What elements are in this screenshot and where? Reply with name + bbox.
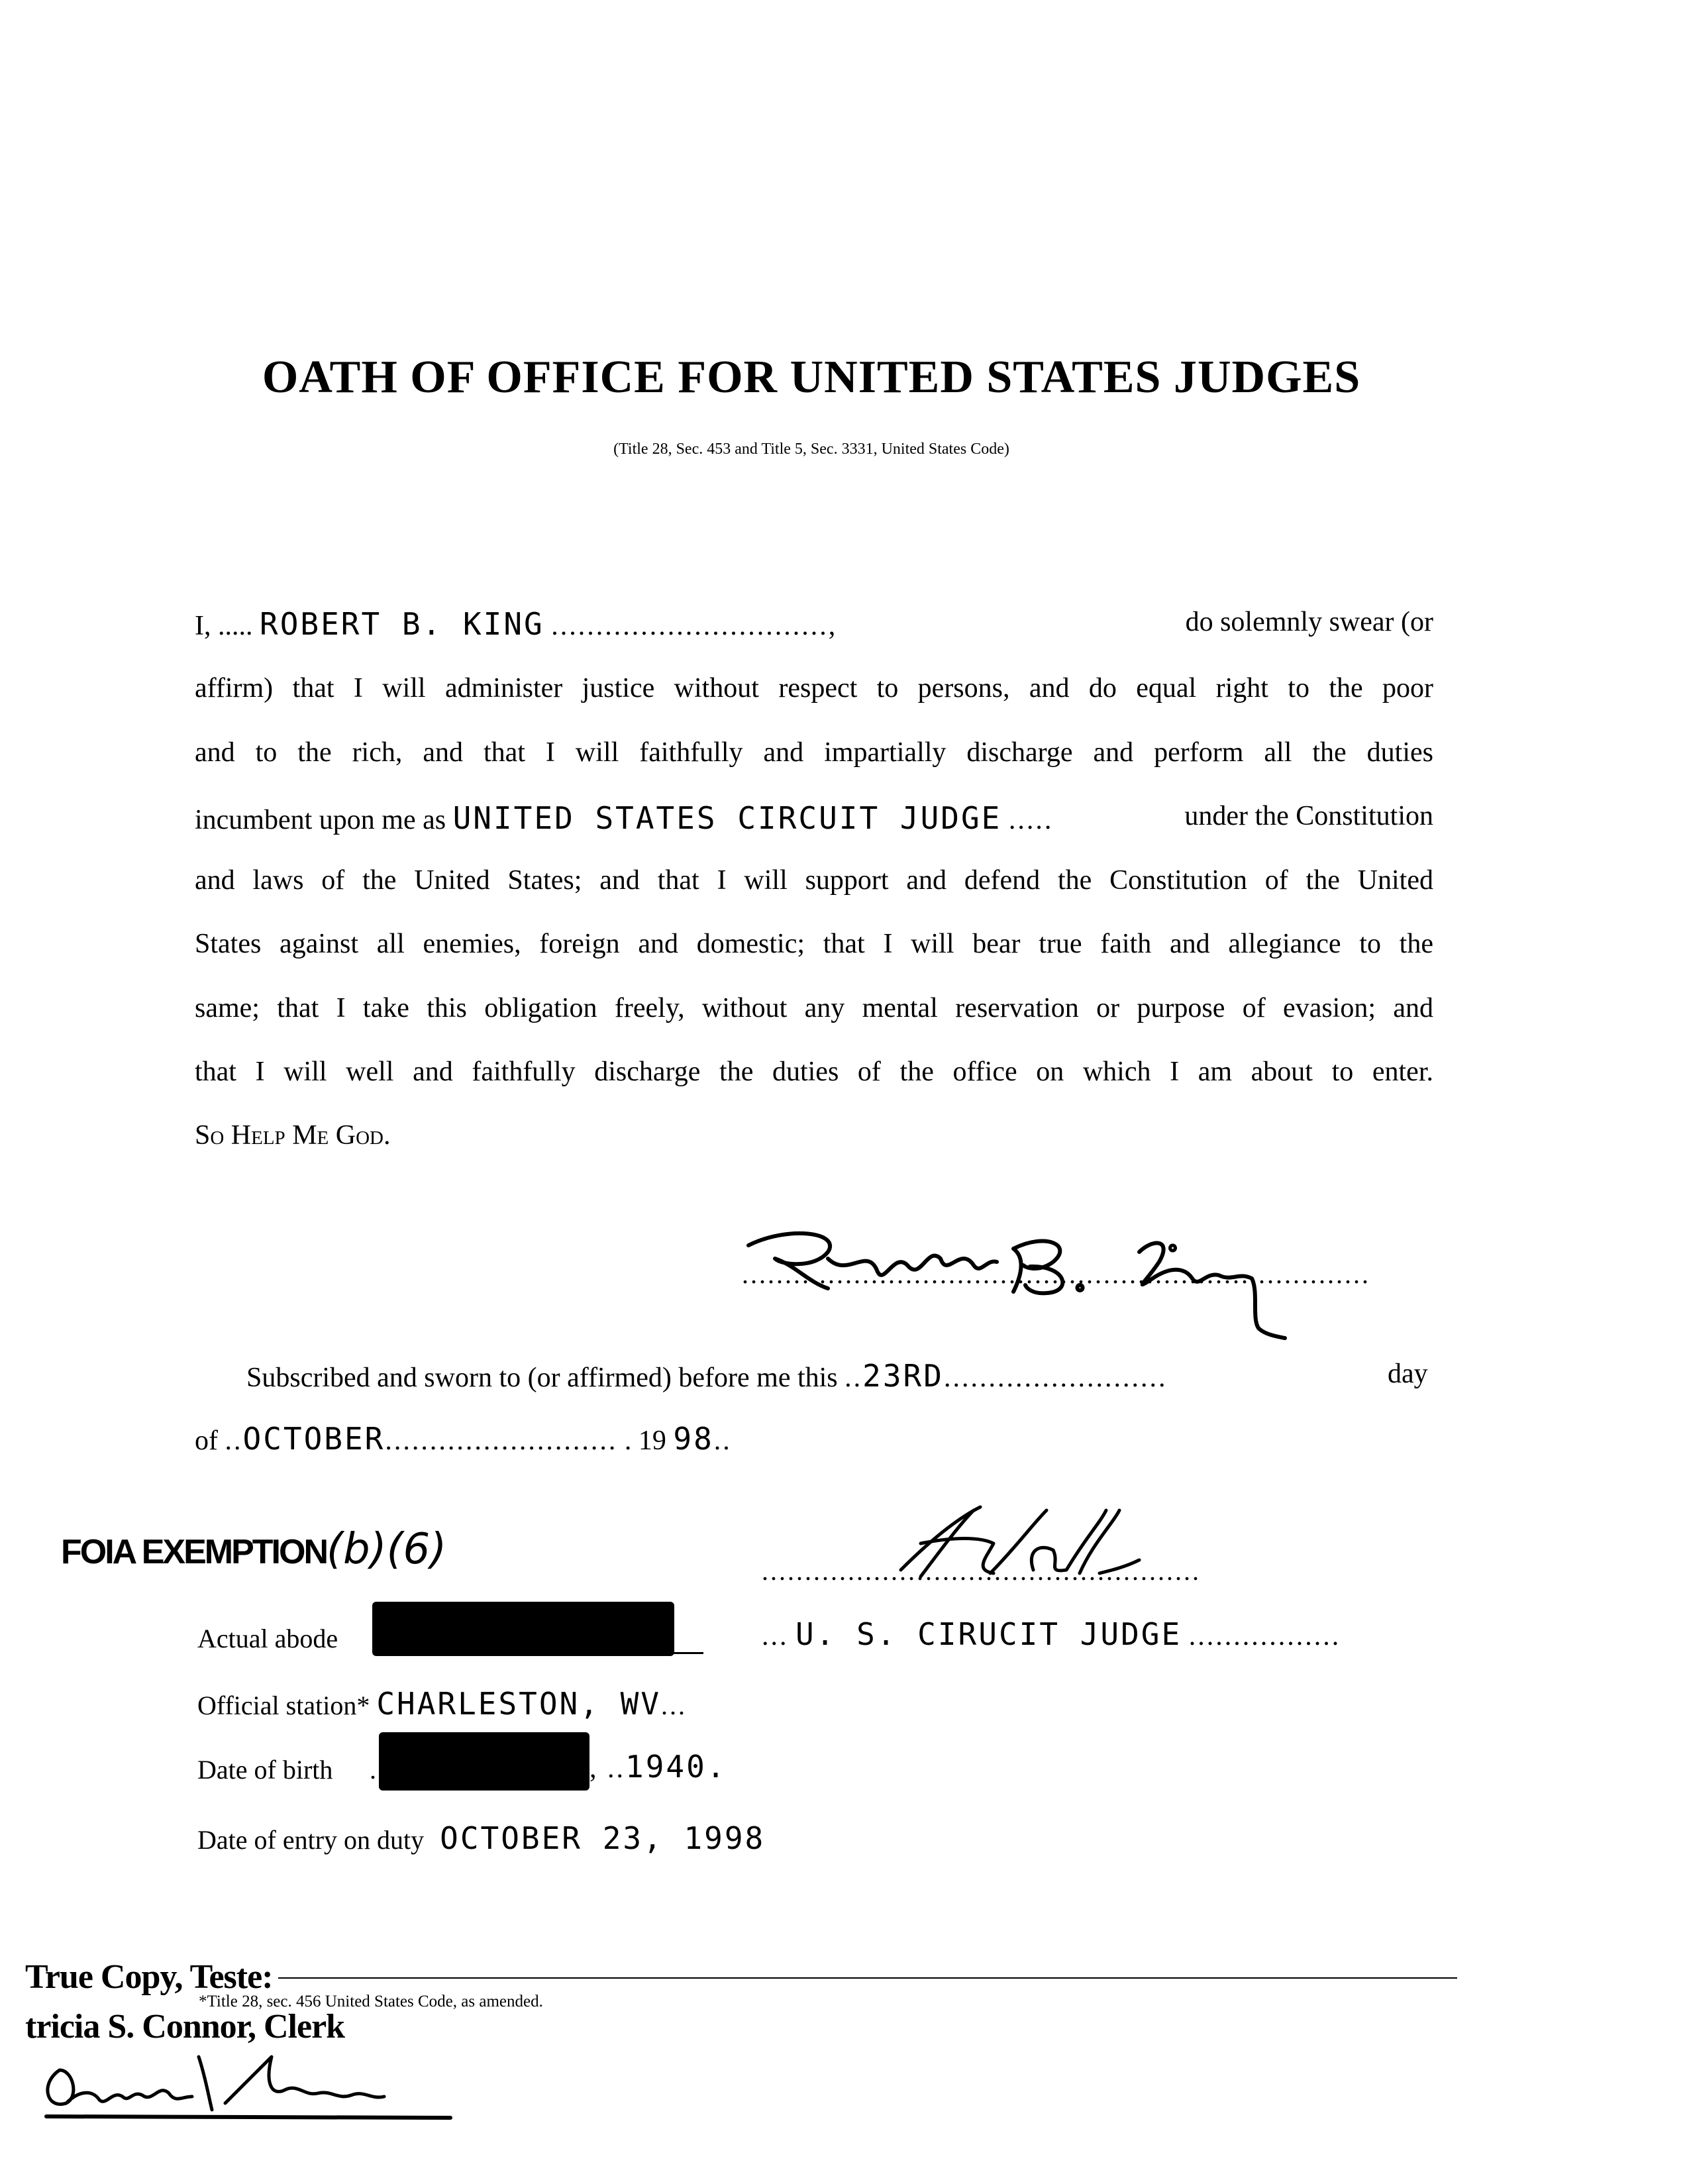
subscription-year-prefix: . 19	[624, 1426, 666, 1456]
oath-line-8: that I will well and faithfully discharge the duties of the office on which I am about to enter.	[195, 1057, 1433, 1087]
abode-label: Actual abode	[197, 1624, 338, 1653]
oath-line-2: affirm) that I will administer justice without respect to persons, and do equal right to the poor	[195, 673, 1433, 703]
subscription-prefix: Subscribed and sworn to (or affirmed) before me this	[246, 1363, 838, 1393]
judge-position: UNITED STATES CIRCUIT JUDGE	[452, 800, 1002, 836]
subscription-day-dots-before: ..	[844, 1363, 863, 1393]
officer-title-dots-before: ...	[762, 1621, 789, 1651]
subscription-month: OCTOBER	[242, 1421, 385, 1457]
subscription-month-dots-after: ..........................	[385, 1426, 618, 1456]
foia-stamp-text: FOIA EXEMPTION	[61, 1533, 327, 1571]
foia-stamp-code: (b)(6)	[327, 1525, 447, 1574]
subscription-month-dots-before: ..	[225, 1426, 243, 1456]
entry-value: OCTOBER 23, 1998	[440, 1820, 766, 1856]
officer-title-dots-after: .................	[1188, 1621, 1341, 1651]
subscription-year-dots: ..	[713, 1426, 732, 1456]
true-copy-label: True Copy, Teste:	[25, 1958, 273, 1996]
clerk-name: tricia S. Connor, Clerk	[25, 2008, 345, 2046]
oath-line-3: and to the rich, and that I will faithfully and impartially discharge and perform all the duties	[195, 737, 1433, 768]
footnote: *Title 28, sec. 456 United States Code, as amended.	[199, 1993, 543, 2010]
statute-citation: (Title 28, Sec. 453 and Title 5, Sec. 3331, United States Code)	[613, 441, 1009, 458]
oath-line4-suffix: under the Constitution	[1184, 801, 1433, 831]
birth-dots: , ..	[589, 1753, 625, 1784]
entry-line	[197, 1820, 765, 1856]
subscription-suffix: day	[1388, 1359, 1428, 1389]
station-line	[197, 1686, 687, 1722]
entry-label: Date of entry on duty	[197, 1825, 425, 1855]
oath-line1-suffix: do solemnly swear (or	[1185, 607, 1433, 637]
station-label: Official station*	[197, 1690, 370, 1720]
oath-line1-dots: ...............................,	[551, 611, 838, 641]
officer-signature-dots: ...................................................	[762, 1556, 1201, 1586]
footnote-rule	[278, 1977, 1457, 1979]
subscription-of-label: of	[195, 1426, 218, 1456]
oath-line-4	[195, 800, 1433, 836]
officer-title: U. S. CIRUCIT JUDGE	[795, 1616, 1182, 1652]
oath-line-6: States against all enemies, foreign and domestic; that I will bear true faith and allegiance to the	[195, 929, 1433, 959]
subscription-line	[246, 1358, 1167, 1394]
clerk-signature	[33, 2044, 457, 2123]
birth-year-line	[589, 1749, 727, 1785]
oath-line-5: and laws of the United States; and that I will support and defend the Constitution of the United	[195, 865, 1433, 896]
oath-line4-dots: .....	[1008, 805, 1054, 835]
station-value: CHARLESTON, WV	[376, 1686, 662, 1722]
station-dots: ...	[661, 1690, 688, 1720]
page-title: OATH OF OFFICE FOR UNITED STATES JUDGES	[262, 352, 1361, 403]
foia-stamp	[61, 1525, 446, 1574]
subscription-day: 23RD	[862, 1358, 944, 1394]
subscription-day-dots-after: .........................	[943, 1363, 1168, 1393]
subscription-date-line	[195, 1421, 732, 1457]
abode-underline	[656, 1652, 703, 1654]
judge-name: ROBERT B. KING	[260, 606, 544, 642]
oath-signature-dots: .........................................................................	[742, 1259, 1370, 1289]
oath-line1-prefix: I, .....	[195, 611, 253, 641]
birth-year: 1940.	[625, 1749, 727, 1785]
birth-dot-before: .	[370, 1755, 376, 1785]
officer-title-line	[762, 1616, 1341, 1652]
oath-line4-prefix: incumbent upon me as	[195, 805, 446, 835]
birth-label: Date of birth	[197, 1755, 333, 1785]
abode-redaction	[372, 1602, 674, 1656]
oath-line-1	[195, 606, 1433, 642]
birth-redaction	[379, 1732, 589, 1791]
subscription-year: 98	[673, 1421, 714, 1457]
oath-line-7: same; that I take this obligation freely, without any mental reservation or purpose of evasion; and	[195, 993, 1433, 1023]
oath-closing: So Help Me God.	[195, 1120, 391, 1151]
